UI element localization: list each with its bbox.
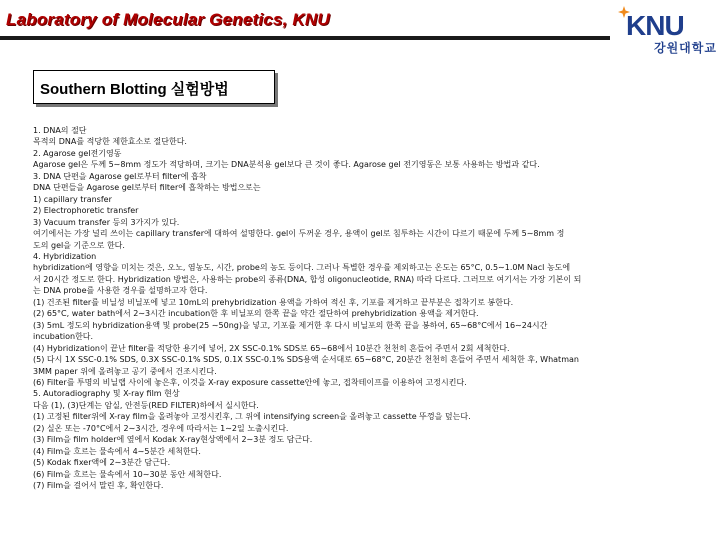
protocol-line: 여기에서는 가장 널리 쓰이는 capillary transfer에 대하여 설명한다. gel이 두꺼운 경우, 용액이 gel로 침투하는 시간이 다르기 때문에 두께 5∼8mm 정 xyxy=(33,229,565,239)
knu-logo xyxy=(618,4,718,56)
protocol-line: (7) Film을 걸어서 말린 후, 확인한다. xyxy=(33,481,164,491)
protocol-line: (4) Film을 흐르는 물속에서 4∼5분간 세척한다. xyxy=(33,446,201,456)
protocol-line: 목적의 DNA를 적당한 제한효소로 절단한다. xyxy=(33,137,187,147)
protocol-body xyxy=(33,125,703,492)
protocol-line: 는 DNA probe를 사용한 경우를 설명하고자 한다. xyxy=(33,286,208,296)
protocol-line: Agarose gel은 두께 5∼8mm 정도가 적당하며, 크기는 DNA분석용 gel보다 큰 것이 좋다. Agarose gel 전기영동은 보통 사용하는 방법과 같다. xyxy=(33,160,540,170)
lab-title: Laboratory of Molecular Genetics, KNU xyxy=(6,10,330,29)
protocol-line: 2) Electrophoretic transfer xyxy=(33,206,139,216)
protocol-line: DNA 단편들을 Agarose gel로부터 filter에 흡착하는 방법으로는 xyxy=(33,183,261,193)
protocol-line: (3) Film을 film holder에 옆에서 Kodak X-ray현상액에서 2∼3분 정도 담근다. xyxy=(33,435,313,445)
protocol-line: hybridization에 영향을 미치는 것은, 오노, 염농도, 시간, probe의 농도 등이다. 그러나 특별한 경우를 제외하고는 온도는 65°C, 0.5∼1.0M Nacl 농도에 xyxy=(33,263,571,273)
protocol-line: (1) 건조된 filter를 비닐성 비닐포에 넣고 10mL의 prehybridization 용액을 가하여 적신 후, 기포를 제거하고 끝부분은 접착기로 봉한다. xyxy=(33,297,514,307)
protocol-line: (4) Hybridization이 끝난 filter를 적당한 용기에 넣어, 2X SSC-0.1% SDS로 65∼68에서 10분간 천천히 흔들어 주면서 2회 세척한다. xyxy=(33,343,510,353)
page-title: Southern Blotting 실험방법 xyxy=(40,81,229,98)
protocol-line: 4. Hybridization xyxy=(33,251,97,261)
protocol-line: 도의 gel을 기준으로 한다. xyxy=(33,240,125,250)
protocol-line: (1) 고정된 filter위에 X-ray film을 올려놓아 고정시킨후, 그 위에 intensifying screen을 올려놓고 cassette 뚜껑을 덮는다. xyxy=(33,412,471,422)
logo-subtitle: 강원대학교 xyxy=(654,41,717,55)
protocol-line: 5. Autoradiography 및 X-ray film 현상 xyxy=(33,389,180,399)
protocol-line: 3. DNA 단편을 Agarose gel로부터 filter에 흡착 xyxy=(33,171,207,181)
protocol-line: 1. DNA의 절단 xyxy=(33,126,87,135)
protocol-line: (3) 5mL 정도의 hybridization용액 및 probe(25 ∼50ng)을 넣고, 기포를 제거한 후 다시 비닐포의 한쪽 끝을 봉하여, 65∼68°C에서 16∼24시간 xyxy=(33,320,548,330)
logo-text: KNU xyxy=(626,10,684,41)
protocol-line: 서 20시간 정도로 한다. Hybridization 방법은, 사용하는 probe의 종류(DNA, 합성 oligonucleotide, RNA) 따라 다르다. 그러므로 여기서는 가장 기본이 되 xyxy=(33,274,582,284)
protocol-line: 다음 (1), (3)단계는 암실, 안전등(RED FILTER)하에서 실시한다. xyxy=(33,400,259,410)
protocol-line: (6) Filter를 투명의 비닐랩 사이에 놓은후, 이것을 X-ray exposure cassette안에 놓고, 접착테이프를 이용하여 고정시킨다. xyxy=(33,377,467,387)
protocol-line: 3MM paper 위에 올려놓고 공기 중에서 건조시킨다. xyxy=(33,366,217,376)
protocol-line: (5) 다시 1X SSC-0.1% SDS, 0.3X SSC-0.1% SDS, 0.1X SSC-0.1% SDS용액 순서대로 65∼68°C, 20분간 천천히 흔들어 주면서 세척한 후, Whatman xyxy=(33,355,579,365)
protocol-line: 2. Agarose gel전기영동 xyxy=(33,148,122,158)
header-divider xyxy=(0,36,610,40)
protocol-line: 3) Vacuum transfer 등의 3가지가 있다. xyxy=(33,217,180,227)
protocol-line: (2) 실온 또는 -70°C에서 2∼3시간, 경우에 따라서는 1∼2일 노출시킨다. xyxy=(33,423,289,433)
protocol-line: (6) Film을 흐르는 물속에서 10∼30분 동안 세척한다. xyxy=(33,469,222,479)
protocol-line: 1) capillary transfer xyxy=(33,194,112,204)
protocol-line: (2) 65°C, water bath에서 2∼3시간 incubation한 후 비닐포의 한쪽 끝을 약간 절단하여 prehybridization 용액을 제거한다. xyxy=(33,309,479,319)
page-title-box xyxy=(33,70,275,104)
protocol-line: incubation한다. xyxy=(33,332,94,342)
protocol-line: (5) Kodak fixer액에 2∼3분간 담근다. xyxy=(33,458,171,468)
